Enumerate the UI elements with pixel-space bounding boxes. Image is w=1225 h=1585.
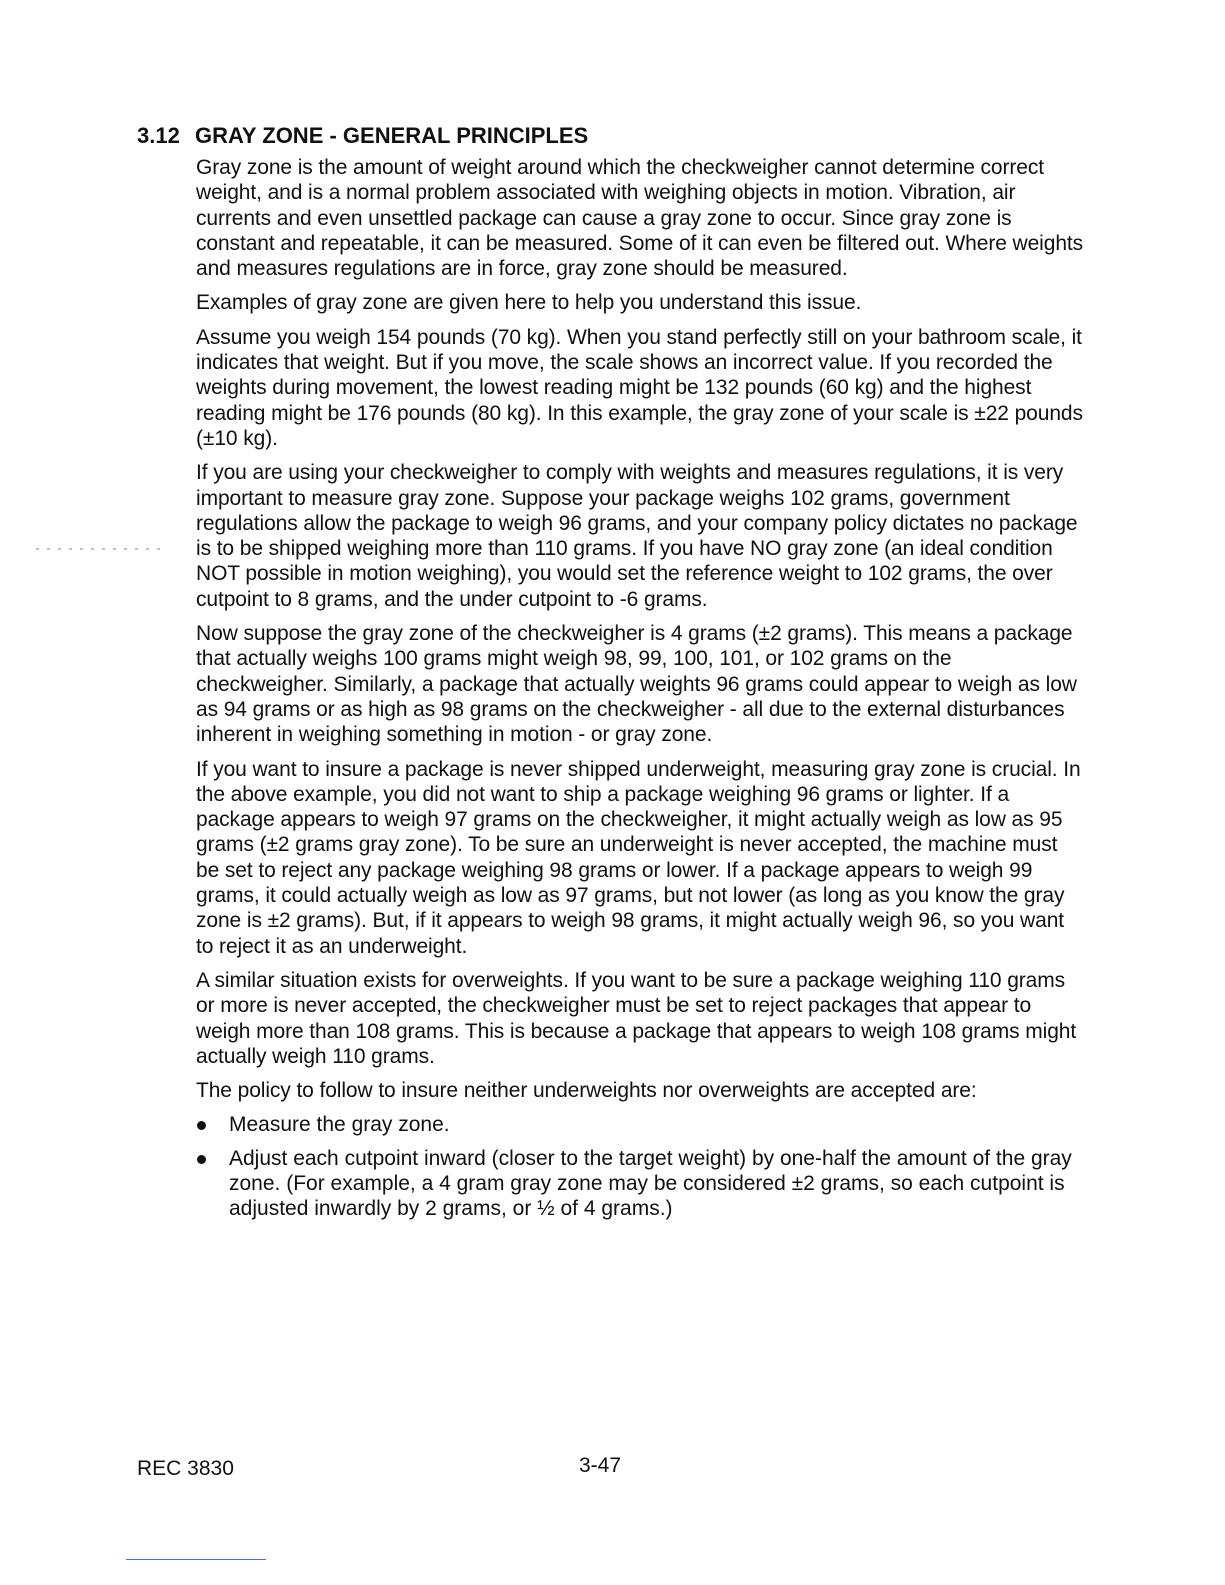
bullet-icon (197, 1155, 206, 1164)
paragraph-underweight: If you want to insure a package is never shipped underweight, measuring gray zone is crucial. In the above example, you did not want to ship a package weighing 96 grams or lighter. If a package appears to weigh 97 grams on the checkweigher, it might actually weigh as low as 95 grams (±2 grams gray zone). To be sure an underweight is never accepted, the machine must be set to reject any package weighing 98 grams or lower. If a package appears to weigh 99 grams, it could actually weigh as low as 97 grams, but not lower (as long as you know the gray zone is ±2 grams). But, if it appears to weigh 98 grams, it might actually weigh 96, so you want to reject it as an underweight. (196, 757, 1081, 958)
scan-artifact (36, 548, 164, 550)
list-item-text: Measure the gray zone. (229, 1113, 450, 1137)
section-body (196, 155, 1086, 1230)
paragraph-bathroom-scale-example: Assume you weigh 154 pounds (70 kg). When you stand perfectly still on your bathroom scale, it indicates that weight. But if you move, the scale shows an incorrect value. If you recorded the weights during movement, the lowest reading might be 132 pounds (60 kg) and the highest reading might be 176 pounds (80 kg). In this example, the gray zone of your scale is ±22 pounds (±10 kg). (196, 325, 1083, 450)
policy-list (196, 1112, 1086, 1221)
paragraph-overweight: A similar situation exists for overweights. If you want to be sure a package weighing 110 grams or more is never accepted, the checkweigher must be set to reject packages that appear to weigh more than 108 grams. This is because a package that appears to weigh 108 grams might actually weigh 110 grams. (196, 968, 1077, 1068)
paragraph-regulations-example: If you are using your checkweigher to comply with weights and measures regulations, it is very important to measure gray zone. Suppose your package weighs 102 grams, government regulations allow the package to weigh 96 grams, and your company policy dictates no package is to be shipped weighing more than 110 grams. If you have NO gray zone (an ideal condition NOT possible in motion weighing), you would set the reference weight to 102 grams, the over cutpoint to 8 grams, and the under cutpoint to -6 grams. (196, 461, 1078, 611)
paragraph-policy: The policy to follow to insure neither underweights nor overweights are accepted are: (196, 1079, 977, 1103)
list-item (196, 1146, 1086, 1222)
section-number: 3.12 (137, 123, 180, 148)
paragraph-intro-examples: Examples of gray zone are given here to help you understand this issue. (196, 291, 862, 315)
list-item (196, 1112, 1086, 1137)
footer-page-number: 3-47 (579, 1454, 622, 1477)
section-heading (137, 122, 588, 150)
footer-document-id: REC 3830 (137, 1457, 234, 1480)
list-item-text: Adjust each cutpoint inward (closer to the target weight) by one-half the amount of the gray zone. (For example, a 4 gram gray zone may be considered ±2 grams, so each cutpoint is adjusted inwardly by 2 grams, or ½ of 4 grams.) (229, 1146, 1072, 1221)
paragraph-definition: Gray zone is the amount of weight around which the checkweigher cannot determine correct weight, and is a normal problem associated with weighing objects in motion. Vibration, air currents and even unsettled package can cause a gray zone to occur. Since gray zone is constant and repeatable, it can be measured. Some of it can even be filtered out. Where weights and measures regulations are in force, gray zone should be measured. (196, 156, 1084, 281)
bullet-icon (197, 1121, 206, 1130)
footer-divider (126, 1559, 266, 1560)
section-title: GRAY ZONE - GENERAL PRINCIPLES (195, 123, 589, 148)
paragraph-gray-zone-effect: Now suppose the gray zone of the checkweigher is 4 grams (±2 grams). This means a package that actually weighs 100 grams might weigh 98, 99, 100, 101, or 102 grams on the checkweigher. Similarly, a package that actually weights 96 grams could appear to weigh as low as 94 grams or as high as 98 grams on the checkweigher - all due to the external disturbances inherent in weighing something in motion - or gray zone. (196, 622, 1077, 747)
